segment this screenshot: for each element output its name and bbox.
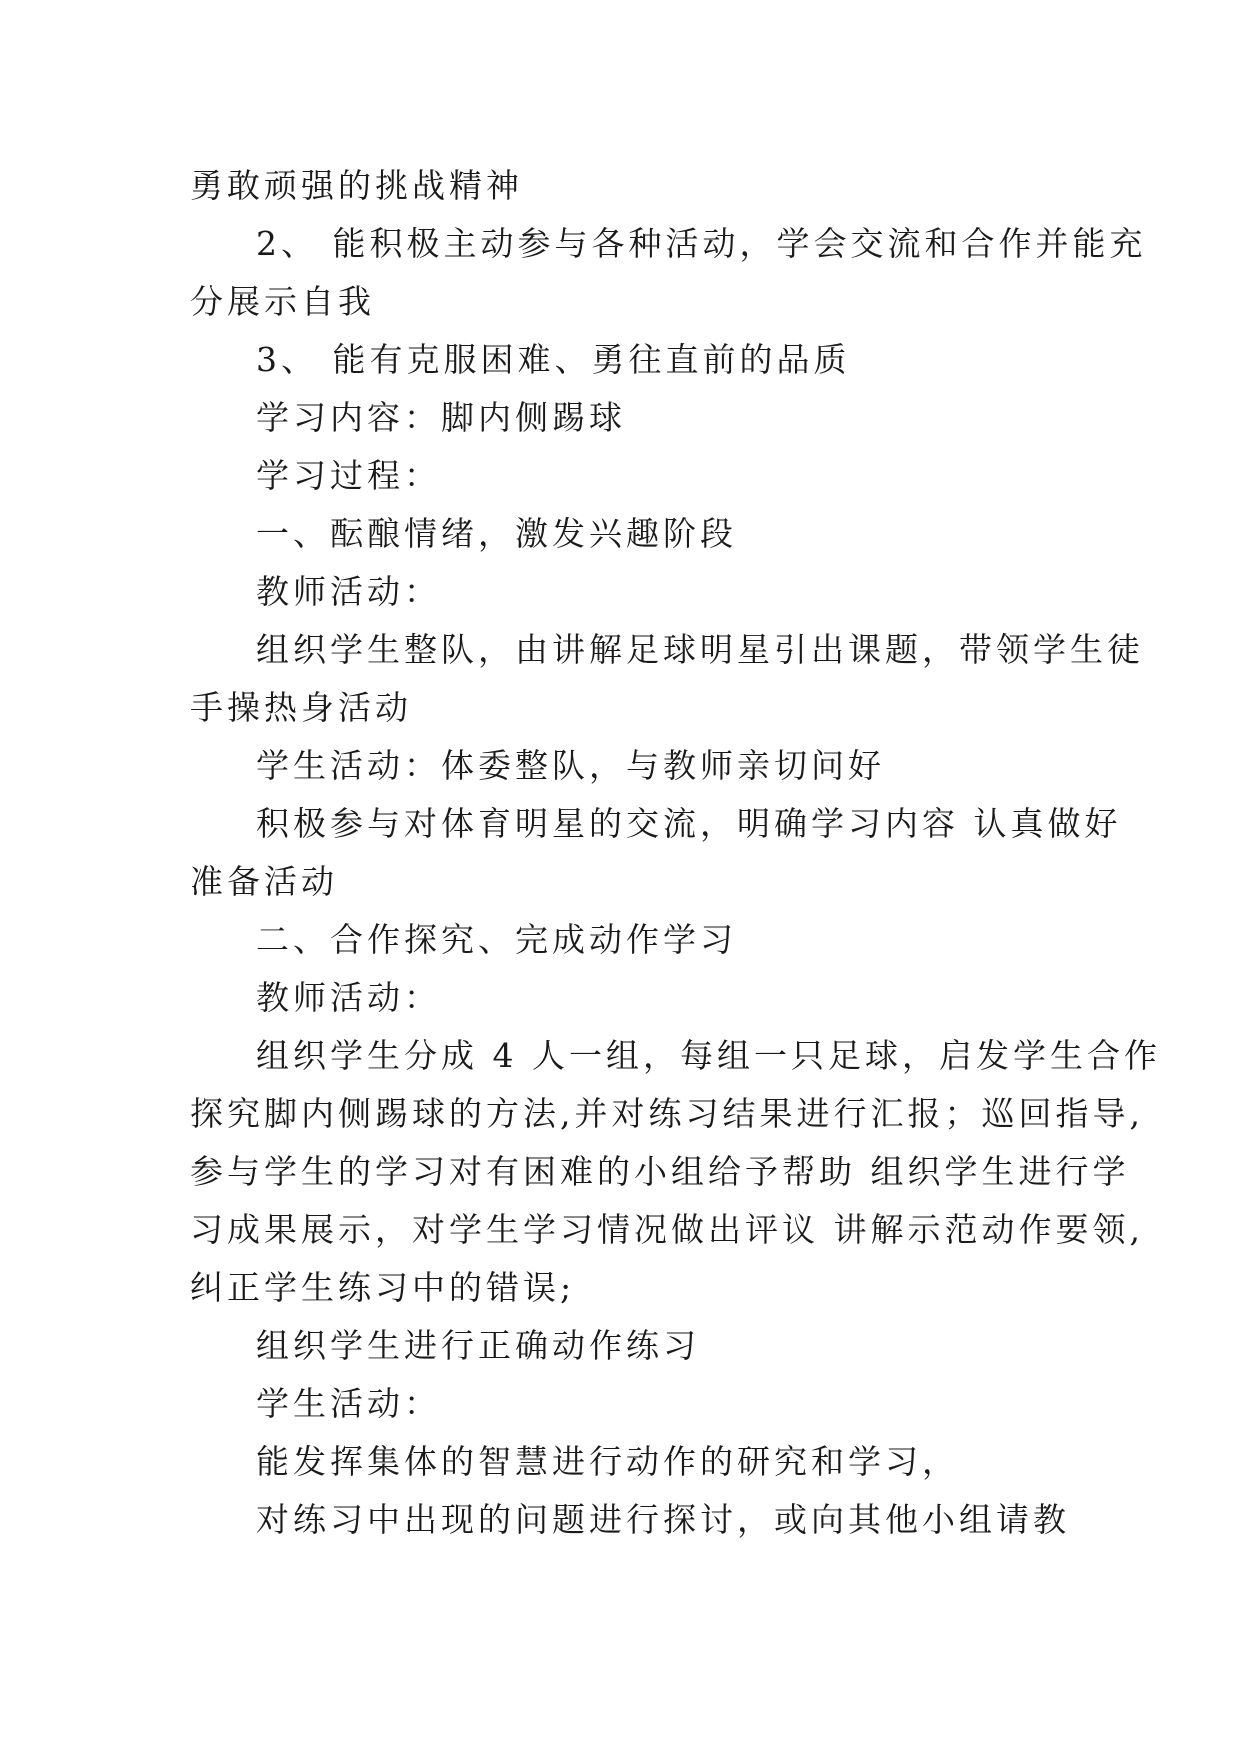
text-line: 2、 能积极主动参与各种活动，学会交流和合作并能充: [256, 224, 1147, 263]
text-line: 积极参与对体育明星的交流，明确学习内容 认真做好: [256, 804, 1122, 843]
text-line: 组织学生进行正确动作练习: [256, 1326, 700, 1365]
text-line: 准备活动: [190, 862, 338, 901]
text-line: 手操热身活动: [190, 688, 412, 727]
text-line: 3、 能有克服困难、勇往直前的品质: [256, 340, 851, 379]
text-line: 教师活动：: [256, 978, 441, 1017]
text-line: 组织学生整队，由讲解足球明星引出课题，带领学生徒: [256, 630, 1144, 669]
text-line: 参与学生的学习对有困难的小组给予帮助 组织学生进行学: [190, 1152, 1130, 1191]
text-line: 能发挥集体的智慧进行动作的研究和学习，: [256, 1442, 959, 1481]
text-line: 组织学生分成 4 人一组，每组一只足球，启发学生合作: [256, 1036, 1161, 1075]
text-line: 纠正学生练习中的错误;: [190, 1268, 576, 1307]
text-line: 学习内容：脚内侧踢球: [256, 398, 626, 437]
text-line: 探究脚内侧踢球的方法,并对练习结果进行汇报；巡回指导,: [190, 1094, 1144, 1133]
text-line: 教师活动：: [256, 572, 441, 611]
text-line: 一、酝酿情绪，激发兴趣阶段: [256, 514, 737, 553]
text-line: 对练习中出现的问题进行探讨，或向其他小组请教: [256, 1500, 1070, 1539]
text-line: 学生活动：: [256, 1384, 441, 1423]
text-line: 习成果展示，对学生学习情况做出评议 讲解示范动作要领,: [190, 1210, 1144, 1249]
text-line: 勇敢顽强的挑战精神: [190, 166, 523, 205]
text-line: 二、合作探究、完成动作学习: [256, 920, 737, 959]
text-line: 学生活动：体委整队，与教师亲切问好: [256, 746, 885, 785]
text-line: 学习过程：: [256, 456, 441, 495]
text-line: 分展示自我: [190, 282, 375, 321]
